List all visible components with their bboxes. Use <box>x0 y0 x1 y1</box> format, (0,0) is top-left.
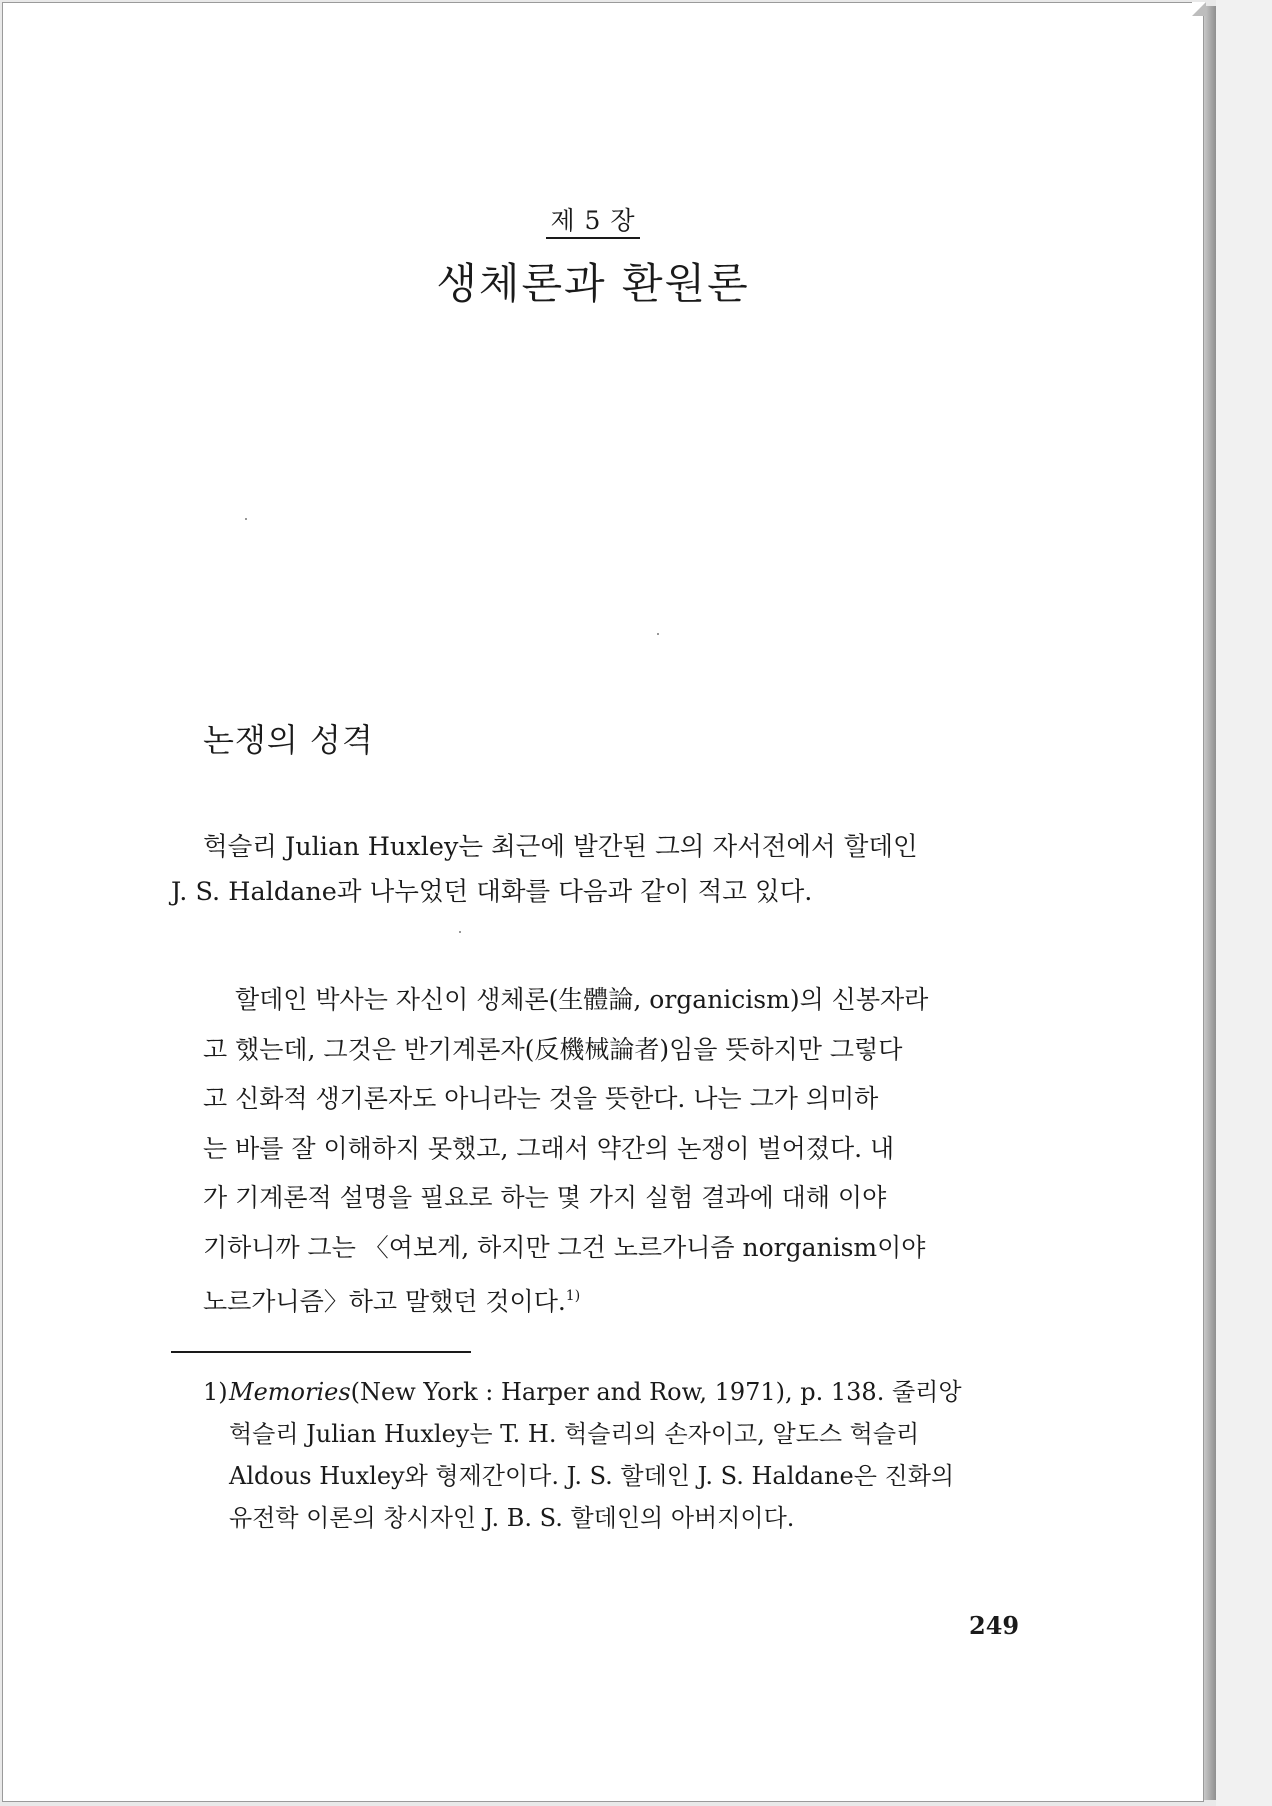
text-line <box>203 1272 1043 1327</box>
section-heading: 논쟁의 성격 <box>203 721 374 759</box>
text-line: 기하니까 그는 〈여보게, 하지만 그건 노르가니즘 norganism이야 <box>203 1232 926 1262</box>
footnote-line <box>203 1371 1043 1413</box>
text-line: 할데인 박사는 자신이 생체론(生體論, organicism)의 신봉자라 <box>235 985 929 1014</box>
block-quote <box>203 975 1043 1327</box>
text-line: 고 신화적 생기론자도 아니라는 것을 뜻한다. 나는 그가 의미하 <box>203 1084 879 1113</box>
text-line: 헉슬리 Julian Huxley는 최근에 발간된 그의 자서전에서 할데인 <box>203 832 918 862</box>
page-corner-fold <box>1192 2 1206 16</box>
intro-paragraph <box>171 825 1041 915</box>
footnote-marker: 1) <box>203 1378 228 1406</box>
page-number: 249 <box>969 1611 1020 1640</box>
book-page <box>2 2 1204 1802</box>
text-segment: (New York : Harper and Row, 1971), p. 138. 줄리앙 <box>350 1378 962 1406</box>
footnote-line: 헉슬리 Julian Huxley는 T. H. 헉슬리의 손자이고, 알도스 헉슬리 <box>229 1420 920 1448</box>
page-stack-edge <box>1204 6 1216 1800</box>
text-line: J. S. Haldane과 나누었던 대화를 다음과 같이 적고 있다. <box>171 877 813 907</box>
text-segment: 노르가니즘〉하고 말했던 것이다. <box>203 1287 566 1316</box>
footnote-line: 유전학 이론의 창시자인 J. B. S. 할데인의 아버지이다. <box>229 1504 795 1532</box>
footnote <box>203 1371 1043 1539</box>
footnote-reference[interactable]: 1) <box>565 1288 581 1304</box>
footnote-divider <box>171 1351 471 1353</box>
text-line: 는 바를 잘 이해하지 못했고, 그래서 약간의 논쟁이 벌어졌다. 내 <box>203 1133 895 1163</box>
viewer-background <box>1216 0 1272 1806</box>
footnote-line: Aldous Huxley와 형제간이다. J. S. 할데인 J. S. Haldane은 진화의 <box>229 1462 955 1490</box>
text-line: 고 했는데, 그것은 반기계론자(反機械論者)임을 뜻하지만 그렇다 <box>203 1034 903 1064</box>
text-line: 가 기계론적 설명을 필요로 하는 몇 가지 실험 결과에 대해 이야 <box>203 1183 887 1212</box>
chapter-label: 제 5 장 <box>3 201 1183 237</box>
chapter-title: 생체론과 환원론 <box>436 259 750 308</box>
footnote-book-title: Memories <box>229 1378 351 1406</box>
